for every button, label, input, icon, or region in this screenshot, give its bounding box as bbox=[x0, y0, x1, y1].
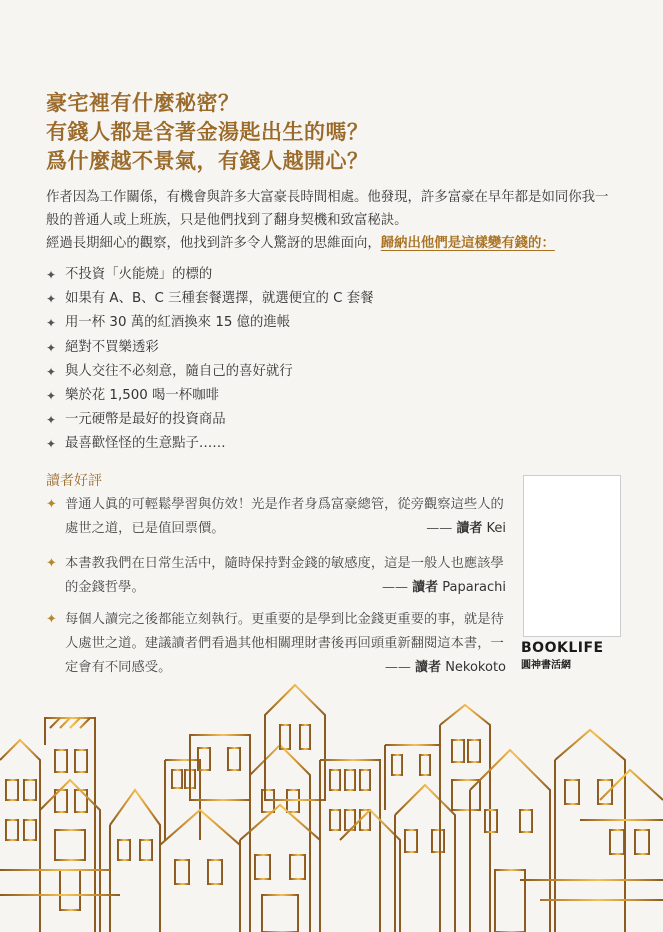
headline-block bbox=[46, 88, 606, 175]
list-item bbox=[46, 311, 374, 335]
townhouse-illustration bbox=[0, 670, 663, 932]
sparkle-icon: ✦ bbox=[46, 497, 57, 512]
sparkle-icon: ✦ bbox=[46, 389, 57, 404]
sparkle-icon: ✦ bbox=[46, 437, 57, 452]
reviewer-name: Paparachi bbox=[442, 580, 506, 595]
intro-paragraph-2 bbox=[46, 232, 621, 255]
list-item bbox=[46, 336, 374, 360]
barcode-box bbox=[523, 475, 621, 637]
sparkle-icon: ✦ bbox=[46, 364, 57, 379]
list-item-text: 最喜歡怪怪的生意點子…… bbox=[65, 436, 226, 452]
list-item-text: 用一杯 30 萬的紅酒換來 15 億的進帳 bbox=[65, 315, 291, 331]
intro-highlight: 歸納出他們是這樣變有錢的： bbox=[380, 236, 555, 251]
sparkle-icon: ✦ bbox=[46, 268, 57, 282]
sparkle-icon: ✦ bbox=[46, 340, 57, 355]
intro-lead: 經過長期細心的觀察，他找到許多令人驚訝的思維面向， bbox=[46, 236, 381, 251]
list-item bbox=[46, 408, 374, 432]
list-item bbox=[46, 287, 374, 311]
review-item bbox=[46, 493, 506, 541]
review-text: 普通人眞的可輕鬆學習與仿效！光是作者身爲富豪總管，從旁觀察這些人的處世之道，已是值回票價。 bbox=[65, 497, 504, 536]
tips-list bbox=[46, 263, 374, 457]
review-text: 本書教我們在日常生活中，隨時保持對金錢的敏感度，這是一般人也應該學的金錢哲學。 bbox=[65, 556, 504, 595]
reviews-heading: 讀者好評 bbox=[46, 473, 102, 489]
review-signature: —— 讀者 Kei bbox=[426, 521, 506, 536]
reviewer-name: Nekokoto bbox=[445, 660, 506, 675]
review-item bbox=[46, 552, 506, 600]
sparkle-icon: ✦ bbox=[46, 612, 57, 627]
list-item-text: 與人交往不必刻意，隨自己的喜好就行 bbox=[65, 363, 293, 379]
reviewer-role: 讀者 bbox=[412, 580, 439, 595]
intro-paragraph-1: 作者因為工作關係，有機會與許多大富豪長時間相處。他發現，許多富豪在早年都是如同你我一般的普通人或上班族，只是他們找到了翻身契機和致富秘訣。 bbox=[46, 190, 609, 228]
publisher-logo bbox=[521, 640, 621, 671]
sparkle-icon: ✦ bbox=[46, 292, 57, 307]
list-item-text: 不投資「火能燒」的標的 bbox=[65, 267, 213, 282]
reviewer-name: Kei bbox=[486, 521, 506, 536]
sparkle-icon: ✦ bbox=[46, 556, 57, 571]
reviewer-role: 讀者 bbox=[456, 521, 483, 536]
intro-text bbox=[46, 186, 621, 255]
list-item bbox=[46, 432, 374, 456]
list-item-text: 如果有 A、B、C 三種套餐選擇，就選便宜的 C 套餐 bbox=[65, 291, 374, 307]
review-text: 每個人讀完之後都能立刻執行。更重要的是學到比金錢更重要的事，就是待人處世之道。建議讀者們看過其他相關理財書後再回頭重新翻閱這本書，一定會有不同感受。 bbox=[65, 612, 504, 675]
review-signature: —— 讀者 Paparachi bbox=[381, 580, 506, 595]
sparkle-icon: ✦ bbox=[46, 316, 57, 331]
list-item-text: 樂於花 1,500 喝一杯咖啡 bbox=[65, 388, 219, 404]
headline-1: 豪宅裡有什麼秘密？ bbox=[46, 90, 240, 115]
review-signature: —— 讀者 Nekokoto bbox=[384, 660, 506, 675]
list-item-text: 一元硬幣是最好的投資商品 bbox=[65, 412, 226, 428]
list-item bbox=[46, 360, 374, 384]
reviewer-role: 讀者 bbox=[415, 660, 442, 675]
list-item bbox=[46, 263, 374, 287]
logo-subtitle: 圓神書活網 bbox=[521, 660, 571, 671]
logo-brand: BOOKLIFE bbox=[521, 640, 604, 656]
list-item-text: 絕對不買樂透彩 bbox=[65, 339, 159, 355]
sparkle-icon: ✦ bbox=[46, 413, 57, 428]
list-item bbox=[46, 384, 374, 408]
headline-3: 爲什麼越不景氣，有錢人越開心？ bbox=[46, 148, 369, 173]
headline-2: 有錢人都是含著金湯匙出生的嗎？ bbox=[46, 119, 369, 144]
